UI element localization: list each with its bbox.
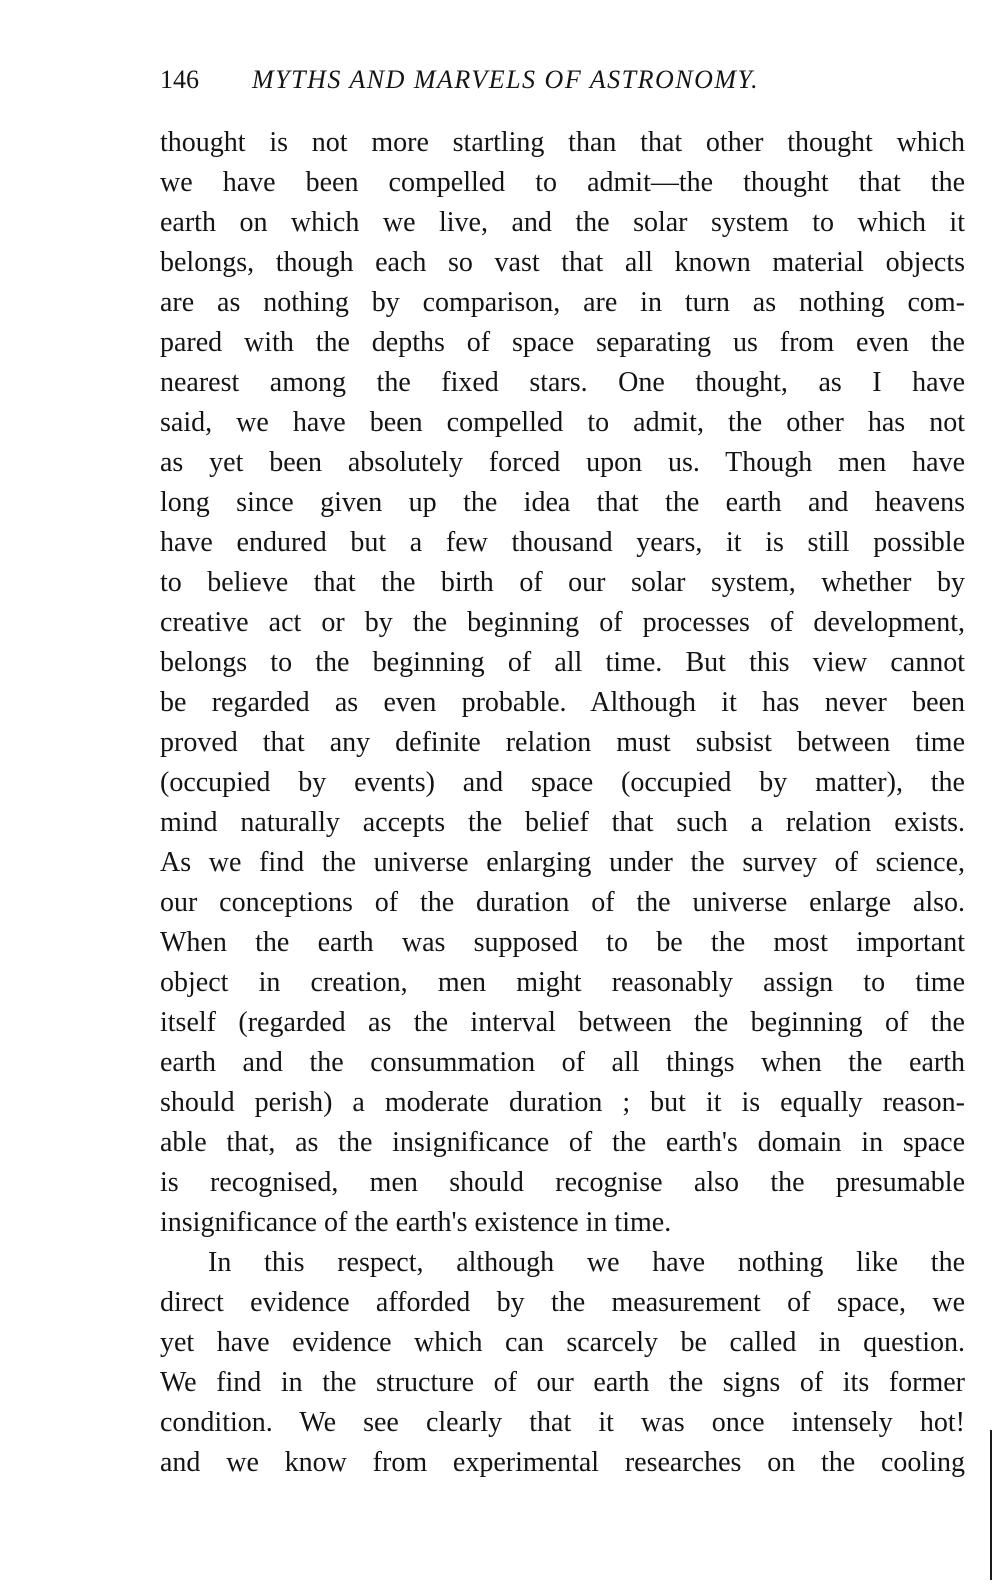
text-line: yet have evidence which can scarcely be called in question.	[160, 1327, 965, 1358]
text-line: condition. We see clearly that it was once intensely hot!	[160, 1407, 965, 1438]
text-line: thought is not more startling than that other thought which	[160, 127, 965, 158]
page-number: 146	[160, 65, 199, 94]
text-line: we have been compelled to admit—the thought that the	[160, 167, 965, 198]
text-line: creative act or by the beginning of processes of development,	[160, 607, 965, 638]
text-line: As we find the universe enlarging under the survey of science,	[160, 847, 965, 878]
text-line: be regarded as even probable. Although it has never been	[160, 687, 965, 718]
text-line: have endured but a few thousand years, it is still possible	[160, 527, 965, 558]
running-head	[160, 60, 965, 100]
text-line: earth on which we live, and the solar system to which it	[160, 207, 965, 238]
text-line: our conceptions of the duration of the universe enlarge also.	[160, 887, 965, 918]
paragraph-first-line: In this respect, although we have nothing like the	[208, 1247, 965, 1278]
text-line: said, we have been compelled to admit, the other has not	[160, 407, 965, 438]
text-line: nearest among the fixed stars. One thought, as I have	[160, 367, 965, 398]
text-line: We find in the structure of our earth the signs of its former	[160, 1367, 965, 1398]
text-line: are as nothing by comparison, are in turn as nothing com-	[160, 287, 965, 318]
paragraph-last-line: insignificance of the earth's existence in time.	[160, 1207, 672, 1238]
text-line: as yet been absolutely forced upon us. Though men have	[160, 447, 965, 478]
text-line: proved that any definite relation must subsist between time	[160, 727, 965, 758]
text-line: to believe that the birth of our solar system, whether by	[160, 567, 965, 598]
text-line: When the earth was supposed to be the most important	[160, 927, 965, 958]
book-title: MYTHS AND MARVELS OF ASTRONOMY.	[252, 65, 760, 94]
body-text	[160, 123, 965, 1483]
page-edge-mark	[990, 1430, 992, 1580]
text-line: belongs to the beginning of all time. But this view cannot	[160, 647, 965, 678]
text-line: able that, as the insignificance of the earth's domain in space	[160, 1127, 965, 1158]
text-line: is recognised, men should recognise also the presumable	[160, 1167, 965, 1198]
text-line: itself (regarded as the interval between the beginning of the	[160, 1007, 965, 1038]
text-line: and we know from experimental researches on the cooling	[160, 1447, 965, 1478]
text-line: object in creation, men might reasonably assign to time	[160, 967, 965, 998]
text-line: mind naturally accepts the belief that such a relation exists.	[160, 807, 965, 838]
text-line: pared with the depths of space separating us from even the	[160, 327, 965, 358]
text-line: long since given up the idea that the earth and heavens	[160, 487, 965, 518]
text-line: earth and the consummation of all things when the earth	[160, 1047, 965, 1078]
text-line: (occupied by events) and space (occupied by matter), the	[160, 767, 965, 798]
text-line: direct evidence afforded by the measurement of space, we	[160, 1287, 965, 1318]
text-line: belongs, though each so vast that all known material objects	[160, 247, 965, 278]
text-line: should perish) a moderate duration ; but it is equally reason-	[160, 1087, 965, 1118]
